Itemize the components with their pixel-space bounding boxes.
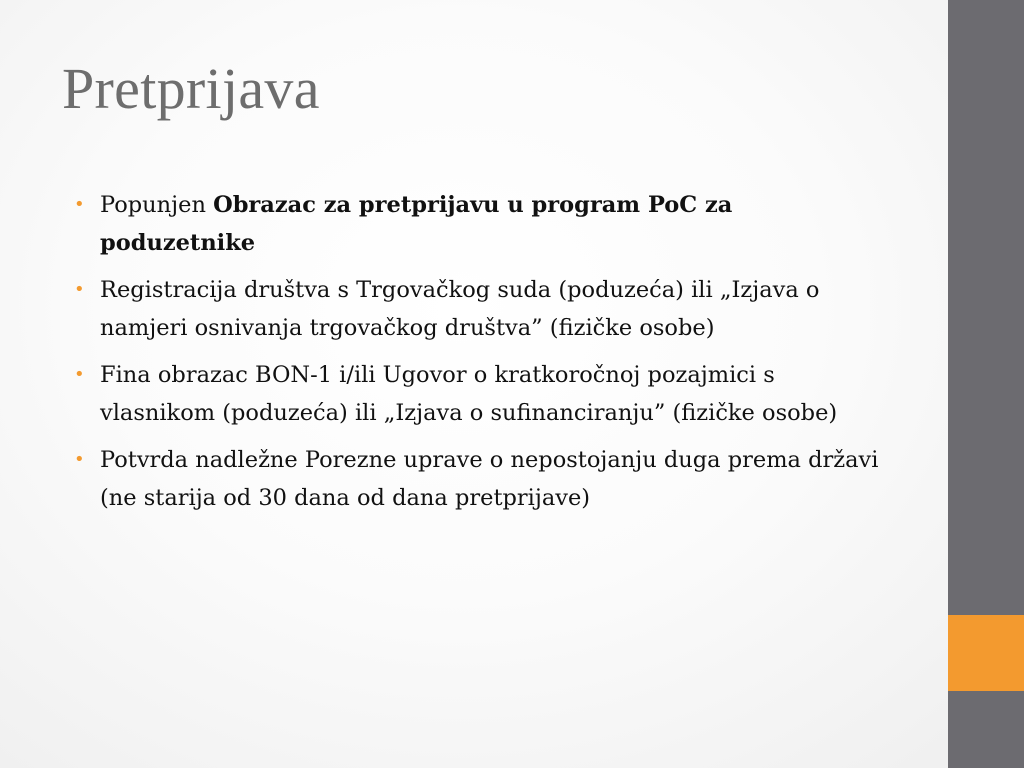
bullet-item-registration-text: Registracija društva s Trgovačkog suda (poduzeća) ili „Izjava o namjeri osnivanja trgovačkog društva” (fizičke osobe): [100, 277, 820, 341]
bullet-item-bon1: [74, 356, 886, 432]
bullet-item-registration: [74, 271, 886, 347]
bullet-list: [74, 186, 886, 526]
bullet-item-form-bold: Obrazac za pretprijavu u program PoC za poduzetnike: [100, 192, 733, 256]
bullet-icon: •: [74, 279, 85, 300]
bullet-icon: •: [74, 449, 85, 470]
side-accent-square: [948, 615, 1024, 691]
bullet-item-tax-certificate: [74, 441, 886, 517]
slide-title: Pretprijava: [62, 56, 320, 121]
bullet-icon: •: [74, 364, 85, 385]
bullet-icon: •: [74, 194, 85, 215]
bullet-item-form-prefix: Popunjen: [100, 192, 214, 218]
bullet-item-form: [74, 186, 886, 262]
bullet-item-bon1-text: Fina obrazac BON-1 i/ili Ugovor o kratkoročnoj pozajmici s vlasnikom (poduzeća) ili „Izjava o sufinanciranju” (fizičke osobe): [100, 362, 838, 426]
bullet-item-tax-certificate-text: Potvrda nadležne Porezne uprave o nepostojanju duga prema državi (ne starija od 30 dana od dana pretprijave): [100, 447, 879, 511]
